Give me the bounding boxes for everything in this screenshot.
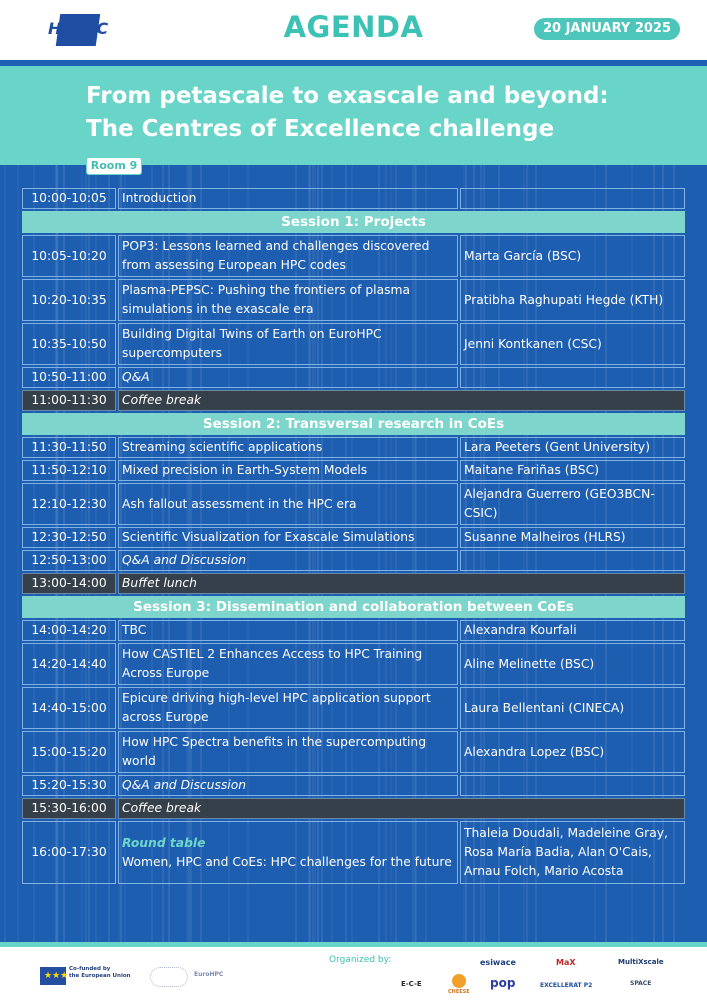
excellerat-logo: EXCELLERAT P2 [540, 982, 593, 989]
background-streak [17, 165, 19, 942]
speaker-cell [460, 188, 685, 209]
space-logo: SPACE [630, 980, 652, 987]
title-cell: Ash fallout assessment in the HPC era [118, 483, 458, 525]
page-footer [0, 947, 707, 1000]
break-row [22, 573, 685, 594]
speaker-cell: Pratibha Raghupati Hegde (KTH) [460, 279, 685, 321]
pop-logo: pop [490, 976, 516, 990]
agenda-row [22, 460, 685, 481]
title-cell: Epicure driving high-level HPC application support across Europe [118, 687, 458, 729]
agenda-row [22, 527, 685, 548]
title-cell: TBC [118, 620, 458, 641]
title-cell: Plasma-PEPSC: Pushing the frontiers of plasma simulations in the exascale era [118, 279, 458, 321]
title-cell: How HPC Spectra benefits in the supercomputing world [118, 731, 458, 773]
speaker-cell: Susanne Malheiros (HLRS) [460, 527, 685, 548]
title-cell: POP3: Lessons learned and challenges discovered from assessing European HPC codes [118, 235, 458, 277]
date-badge: 20 JANUARY 2025 [534, 18, 680, 40]
cheese-logo: CHEESE [448, 989, 470, 995]
agenda-row [22, 620, 685, 641]
session-title: Session 1: Projects [22, 211, 685, 233]
agenda-row [22, 775, 685, 796]
speaker-cell: Alexandra Lopez (BSC) [460, 731, 685, 773]
agenda-row-intro [22, 188, 685, 209]
time-cell: 14:40-15:00 [22, 687, 116, 729]
title-cell: Q&A [118, 367, 458, 388]
time-cell: 14:20-14:40 [22, 643, 116, 685]
event-title-line1: From petascale to exascale and beyond: [86, 83, 609, 109]
speaker-cell [460, 550, 685, 571]
break-row [22, 390, 685, 411]
speaker-cell: Alejandra Guerrero (GEO3BCN-CSIC) [460, 483, 685, 525]
break-title: Coffee break [118, 390, 685, 411]
title-cell: Scientific Visualization for Exascale Simulations [118, 527, 458, 548]
max-logo: MaX [556, 958, 576, 967]
agenda-row [22, 643, 685, 685]
title-cell: Building Digital Twins of Earth on EuroHPC supercomputers [118, 323, 458, 365]
speaker-cell: Jenni Kontkanen (CSC) [460, 323, 685, 365]
session-header [22, 413, 685, 435]
speaker-cell: Alexandra Kourfali [460, 620, 685, 641]
ece-logo: E-C-E [401, 980, 422, 988]
eurohpc-logo: EuroHPC [150, 967, 240, 985]
break-title: Coffee break [118, 798, 685, 819]
agenda-row [22, 279, 685, 321]
title-banner [0, 66, 707, 165]
agenda-row [22, 323, 685, 365]
time-cell: 15:00-15:20 [22, 731, 116, 773]
page-title: AGENDA [283, 10, 424, 44]
title-cell: Introduction [118, 188, 458, 209]
agenda-row [22, 687, 685, 729]
time-cell: 10:20-10:35 [22, 279, 116, 321]
agenda-row [22, 550, 685, 571]
time-cell: 12:10-12:30 [22, 483, 116, 525]
agenda-row [22, 367, 685, 388]
time-cell: 13:00-14:00 [22, 573, 116, 594]
title-cell: Mixed precision in Earth-System Models [118, 460, 458, 481]
time-cell: 10:35-10:50 [22, 323, 116, 365]
speaker-cell: Maitane Fariñas (BSC) [460, 460, 685, 481]
session-header [22, 596, 685, 618]
round-table-label: Round table [122, 835, 206, 850]
title-cell: Q&A and Discussion [118, 550, 458, 571]
title-cell: Streaming scientific applications [118, 437, 458, 458]
background-streak [4, 165, 6, 942]
page-header [0, 0, 707, 60]
organized-by-label: Organized by: [329, 955, 392, 965]
session-title: Session 2: Transversal research in CoEs [22, 413, 685, 435]
agenda-row [22, 235, 685, 277]
esiwace-logo: esiwace [480, 958, 516, 967]
eu-flag-icon: ★★★ [40, 967, 66, 985]
room-badge: Room 9 [86, 157, 142, 175]
title-cell: Q&A and Discussion [118, 775, 458, 796]
speaker-cell: Thaleia Doudali, Madeleine Gray, Rosa María Badia, Alan O'Cais, Arnau Folch, Mario Acosta [460, 821, 685, 884]
speaker-cell [460, 367, 685, 388]
time-cell: 11:30-11:50 [22, 437, 116, 458]
round-table-title: Women, HPC and CoEs: HPC challenges for the future [122, 854, 452, 869]
speaker-cell: Marta García (BSC) [460, 235, 685, 277]
title-cell: How CASTIEL 2 Enhances Access to HPC Training Across Europe [118, 643, 458, 685]
multixscale-logo: MultiXscale [618, 958, 664, 966]
time-cell: 10:00-10:05 [22, 188, 116, 209]
speaker-cell: Aline Melinette (BSC) [460, 643, 685, 685]
speaker-cell: Laura Bellentani (CINECA) [460, 687, 685, 729]
time-cell: 15:20-15:30 [22, 775, 116, 796]
time-cell: 16:00-17:30 [22, 821, 116, 884]
eu-cofunded-text: Co-funded by the European Union [69, 966, 131, 979]
time-cell: 11:00-11:30 [22, 390, 116, 411]
session-title: Session 3: Dissemination and collaboration between CoEs [22, 596, 685, 618]
hipeac-logo: HiPEAC [44, 12, 100, 48]
time-cell: 14:00-14:20 [22, 620, 116, 641]
speaker-cell [460, 775, 685, 796]
event-title [86, 80, 686, 146]
time-cell: 15:30-16:00 [22, 798, 116, 819]
break-row [22, 798, 685, 819]
speaker-cell: Lara Peeters (Gent University) [460, 437, 685, 458]
time-cell: 10:05-10:20 [22, 235, 116, 277]
break-title: Buffet lunch [118, 573, 685, 594]
agenda-row [22, 437, 685, 458]
cheese-icon [452, 974, 466, 988]
event-title-line2: The Centres of Excellence challenge [86, 116, 555, 142]
round-table-cell [118, 821, 458, 884]
time-cell: 12:50-13:00 [22, 550, 116, 571]
agenda-row [22, 483, 685, 525]
round-table-row [22, 821, 685, 884]
time-cell: 11:50-12:10 [22, 460, 116, 481]
time-cell: 12:30-12:50 [22, 527, 116, 548]
time-cell: 10:50-11:00 [22, 367, 116, 388]
session-header [22, 211, 685, 233]
agenda-row [22, 731, 685, 773]
agenda-table [20, 186, 687, 886]
